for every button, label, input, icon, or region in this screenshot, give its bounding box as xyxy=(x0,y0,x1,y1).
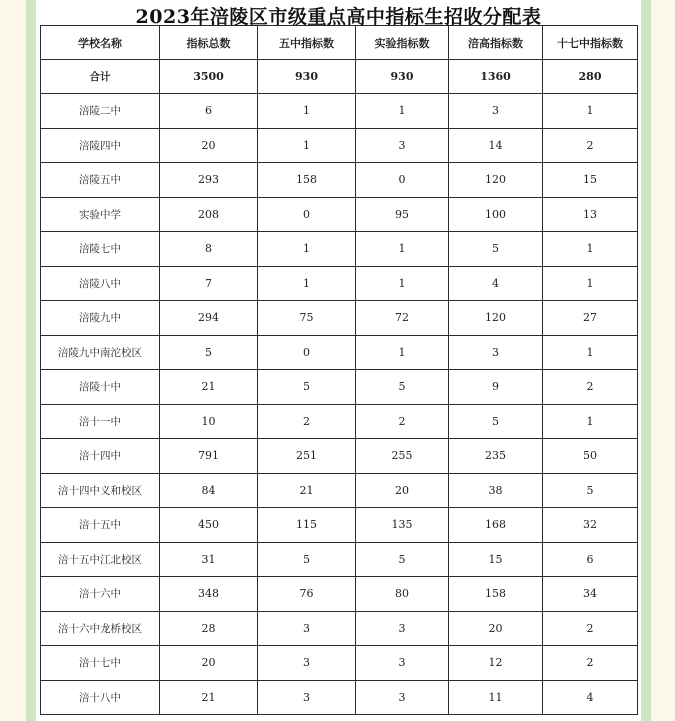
quota-cell: 235 xyxy=(449,439,543,474)
school-name-cell: 涪陵九中南沱校区 xyxy=(41,335,160,370)
quota-cell: 2 xyxy=(258,404,356,439)
left-margin-band xyxy=(26,0,36,721)
quota-cell: 5 xyxy=(258,542,356,577)
table-row xyxy=(41,508,638,543)
quota-cell: 4 xyxy=(543,680,638,715)
quota-cell: 100 xyxy=(449,197,543,232)
quota-cell: 3 xyxy=(356,128,449,163)
quota-cell: 2 xyxy=(543,611,638,646)
quota-cell: 75 xyxy=(258,301,356,336)
quota-cell: 5 xyxy=(258,370,356,405)
quota-cell: 1 xyxy=(356,232,449,267)
quota-cell: 208 xyxy=(160,197,258,232)
header-fugao-quota: 涪高指标数 xyxy=(449,26,543,60)
quota-cell: 7 xyxy=(160,266,258,301)
quota-cell: 50 xyxy=(543,439,638,474)
school-name-cell: 涪陵八中 xyxy=(41,266,160,301)
quota-cell: 255 xyxy=(356,439,449,474)
quota-cell: 15 xyxy=(449,542,543,577)
table-row xyxy=(41,439,638,474)
quota-cell: 72 xyxy=(356,301,449,336)
total-cell: 930 xyxy=(356,60,449,94)
quota-cell: 1 xyxy=(543,335,638,370)
allocation-table xyxy=(40,25,638,715)
total-cell: 1360 xyxy=(449,60,543,94)
quota-cell: 3 xyxy=(258,680,356,715)
quota-cell: 5 xyxy=(356,542,449,577)
quota-cell: 1 xyxy=(543,232,638,267)
quota-cell: 5 xyxy=(356,370,449,405)
table-row xyxy=(41,577,638,612)
school-name-cell: 实验中学 xyxy=(41,197,160,232)
quota-cell: 3 xyxy=(449,335,543,370)
quota-cell: 32 xyxy=(543,508,638,543)
school-name-cell: 涪十八中 xyxy=(41,680,160,715)
quota-cell: 5 xyxy=(543,473,638,508)
quota-cell: 1 xyxy=(258,232,356,267)
school-name-cell: 涪陵十中 xyxy=(41,370,160,405)
quota-cell: 10 xyxy=(160,404,258,439)
quota-cell: 1 xyxy=(258,128,356,163)
quota-cell: 31 xyxy=(160,542,258,577)
quota-cell: 168 xyxy=(449,508,543,543)
quota-cell: 27 xyxy=(543,301,638,336)
table-row xyxy=(41,128,638,163)
quota-cell: 4 xyxy=(449,266,543,301)
table-row xyxy=(41,94,638,129)
quota-cell: 0 xyxy=(356,163,449,198)
total-cell: 930 xyxy=(258,60,356,94)
table-row xyxy=(41,197,638,232)
quota-cell: 6 xyxy=(160,94,258,129)
table-row xyxy=(41,335,638,370)
quota-cell: 3 xyxy=(356,611,449,646)
quota-cell: 0 xyxy=(258,197,356,232)
quota-cell: 1 xyxy=(543,94,638,129)
school-name-cell: 涪十六中龙桥校区 xyxy=(41,611,160,646)
school-name-cell: 涪陵七中 xyxy=(41,232,160,267)
quota-cell: 0 xyxy=(258,335,356,370)
quota-cell: 293 xyxy=(160,163,258,198)
quota-cell: 20 xyxy=(160,128,258,163)
quota-cell: 76 xyxy=(258,577,356,612)
quota-cell: 6 xyxy=(543,542,638,577)
quota-cell: 3 xyxy=(356,646,449,681)
school-name-cell: 涪陵二中 xyxy=(41,94,160,129)
quota-cell: 1 xyxy=(543,266,638,301)
quota-cell: 5 xyxy=(449,232,543,267)
quota-cell: 14 xyxy=(449,128,543,163)
quota-cell: 2 xyxy=(543,646,638,681)
document-title: 2023年涪陵区市级重点高中指标生招收分配表 xyxy=(135,6,542,28)
quota-cell: 28 xyxy=(160,611,258,646)
quota-cell: 5 xyxy=(160,335,258,370)
total-cell: 280 xyxy=(543,60,638,94)
table-row xyxy=(41,404,638,439)
table-row xyxy=(41,646,638,681)
quota-cell: 1 xyxy=(356,335,449,370)
school-name-cell: 涪十四中义和校区 xyxy=(41,473,160,508)
school-name-cell: 涪陵九中 xyxy=(41,301,160,336)
table-row xyxy=(41,542,638,577)
table-row xyxy=(41,611,638,646)
quota-cell: 251 xyxy=(258,439,356,474)
school-name-cell: 涪十四中 xyxy=(41,439,160,474)
quota-cell: 11 xyxy=(449,680,543,715)
school-name-cell: 涪十五中江北校区 xyxy=(41,542,160,577)
quota-cell: 84 xyxy=(160,473,258,508)
quota-cell: 21 xyxy=(258,473,356,508)
table-row xyxy=(41,232,638,267)
quota-cell: 3 xyxy=(449,94,543,129)
table-row xyxy=(41,266,638,301)
table-header-row xyxy=(41,26,638,60)
total-cell: 3500 xyxy=(160,60,258,94)
quota-cell: 1 xyxy=(356,266,449,301)
quota-cell: 20 xyxy=(160,646,258,681)
quota-cell: 1 xyxy=(258,94,356,129)
quota-cell: 450 xyxy=(160,508,258,543)
school-name-cell: 涪陵四中 xyxy=(41,128,160,163)
quota-cell: 135 xyxy=(356,508,449,543)
header-school-name: 学校名称 xyxy=(41,26,160,60)
quota-cell: 2 xyxy=(543,128,638,163)
header-total-quota: 指标总数 xyxy=(160,26,258,60)
total-label: 合计 xyxy=(41,60,160,94)
quota-cell: 20 xyxy=(449,611,543,646)
school-name-cell: 涪陵五中 xyxy=(41,163,160,198)
quota-cell: 20 xyxy=(356,473,449,508)
school-name-cell: 涪十六中 xyxy=(41,577,160,612)
table-row xyxy=(41,473,638,508)
school-name-cell: 涪十七中 xyxy=(41,646,160,681)
quota-cell: 80 xyxy=(356,577,449,612)
table-total-row xyxy=(41,60,638,94)
school-name-cell: 涪十五中 xyxy=(41,508,160,543)
quota-cell: 3 xyxy=(356,680,449,715)
quota-cell: 95 xyxy=(356,197,449,232)
table-row xyxy=(41,370,638,405)
header-no5-quota: 五中指标数 xyxy=(258,26,356,60)
quota-cell: 15 xyxy=(543,163,638,198)
document-sheet xyxy=(36,0,641,721)
quota-cell: 115 xyxy=(258,508,356,543)
quota-cell: 8 xyxy=(160,232,258,267)
quota-cell: 34 xyxy=(543,577,638,612)
quota-cell: 348 xyxy=(160,577,258,612)
quota-cell: 2 xyxy=(543,370,638,405)
right-margin-band xyxy=(641,0,651,721)
school-name-cell: 涪十一中 xyxy=(41,404,160,439)
quota-cell: 21 xyxy=(160,680,258,715)
quota-cell: 13 xyxy=(543,197,638,232)
quota-cell: 120 xyxy=(449,163,543,198)
quota-cell: 12 xyxy=(449,646,543,681)
quota-cell: 158 xyxy=(258,163,356,198)
quota-cell: 1 xyxy=(356,94,449,129)
quota-cell: 2 xyxy=(356,404,449,439)
quota-cell: 120 xyxy=(449,301,543,336)
table-row xyxy=(41,301,638,336)
header-shiyan-quota: 实验指标数 xyxy=(356,26,449,60)
quota-cell: 5 xyxy=(449,404,543,439)
table-row xyxy=(41,163,638,198)
quota-cell: 1 xyxy=(543,404,638,439)
quota-cell: 294 xyxy=(160,301,258,336)
quota-cell: 9 xyxy=(449,370,543,405)
header-no17-quota: 十七中指标数 xyxy=(543,26,638,60)
quota-cell: 38 xyxy=(449,473,543,508)
quota-cell: 3 xyxy=(258,646,356,681)
quota-cell: 21 xyxy=(160,370,258,405)
quota-cell: 3 xyxy=(258,611,356,646)
quota-cell: 158 xyxy=(449,577,543,612)
quota-cell: 1 xyxy=(258,266,356,301)
table-row xyxy=(41,680,638,715)
quota-cell: 791 xyxy=(160,439,258,474)
